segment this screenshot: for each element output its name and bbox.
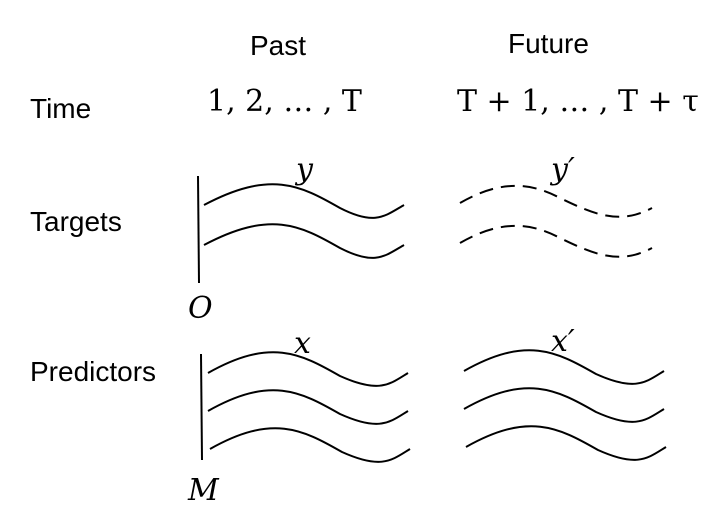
target-future-wave [460, 226, 652, 257]
predictors-bracket [201, 354, 202, 460]
target-past-label: y [296, 152, 313, 187]
predictor-wave [208, 352, 408, 386]
predictor-future-wave [464, 350, 664, 384]
predictor-future-wave [466, 426, 666, 460]
predictor-future-label: x′ [551, 324, 575, 359]
predictor-past-label: x [294, 326, 311, 361]
target-wave [204, 224, 404, 258]
row-label-time: Time [30, 93, 92, 124]
predictor-wave [210, 428, 410, 462]
predictor-future-wave [464, 388, 664, 422]
predictor-count-label: M [188, 473, 219, 508]
predictor-wave [208, 390, 408, 424]
time-range-past: 1, 2, … , T [207, 84, 362, 119]
target-future-label: y′ [551, 152, 575, 187]
target-future-wave [460, 186, 652, 217]
row-label-predictors: Predictors [30, 356, 157, 387]
time-range-future: T + 1, … , T + τ [457, 84, 699, 119]
header-past: Past [250, 30, 307, 61]
target-count-label: O [188, 291, 213, 326]
row-label-targets: Targets [30, 206, 122, 237]
header-future: Future [508, 28, 589, 59]
targets-bracket [198, 176, 199, 283]
target-wave [204, 184, 404, 218]
